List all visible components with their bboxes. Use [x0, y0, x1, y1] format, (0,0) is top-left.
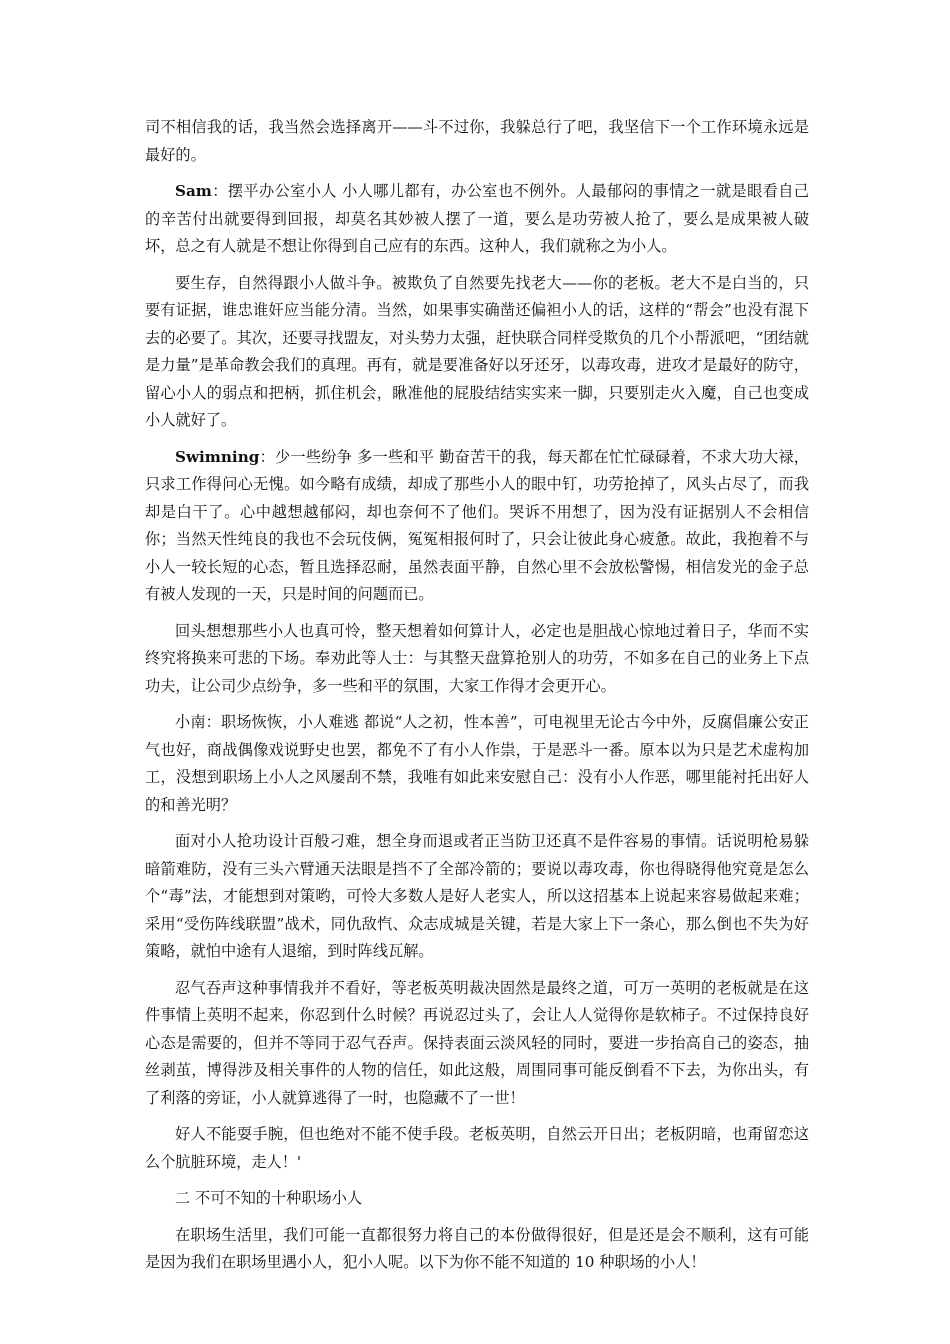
paragraph-3: [145, 270, 809, 435]
paragraph-8: [145, 975, 809, 1113]
paragraph-text: ：摆平办公室小人 小人哪儿都有，办公室也不例外。人最郁闷的事情之一就是眼看自己的辛苦付出就要得到回报，却莫名其妙被人摆了一道，要么是功劳被人抢了，要么是成果被人破坏，总之有人就是不想让你得到自己应有的东西。这种人，我们就称之为小人。: [145, 182, 809, 255]
speaker-sam: Sam: [175, 182, 212, 200]
paragraph-1: [145, 114, 809, 169]
paragraph-text: 要生存，自然得跟小人做斗争。被欺负了自然要先找老大——你的老板。老大不是白当的，只要有证据，谁忠谁奸应当能分清。当然，如果事实确凿还偏袒小人的话，这样的“帮会”也没有混下去的必要了。其次，还要寻找盟友，对头势力太强，赶快联合同样受欺负的几个小帮派吧，“团结就是力量”是革命教会我们的真理。再有，就是要准备好以牙还牙，以毒攻毒，进攻才是最好的防守，留心小人的弱点和把柄，抓住机会，瞅准他的屁股结结实实来一脚，只要别走火入魔，自己也变成小人就好了。: [145, 273, 809, 429]
paragraph-text: 回头想想那些小人也真可怜，整天想着如何算计人，必定也是胆战心惊地过着日子，华而不实终究将换来可悲的下场。奉劝此等人士：与其整天盘算抢别人的功劳，不如多在自己的业务上下点功夫，让公司少点纷争，多一些和平的氛围，大家工作得才会更开心。: [145, 621, 809, 695]
paragraph-text: ：少一些纷争 多一些和平 勤奋苦干的我，每天都在忙忙碌碌着，不求大功大禄，只求工作得问心无愧。如今略有成绩，却成了那些小人的眼中钉，功劳抢掉了，风头占尽了，而我却是白干了。心中越想越郁闷，却也奈何不了他们。哭诉不用想了，因为没有证据别人不会相信你；当然天性纯良的我也不会玩伎俩，冤冤相报何时了，只会让彼此身心疲惫。故此，我抱着不与小人一较长短的心态，暂且选择忍耐，虽然表面平静，自然心里不会放松警惕，相信发光的金子总有被人发现的一天，只是时间的问题而已。: [145, 447, 809, 603]
paragraph-swimning: [145, 444, 809, 609]
paragraph-sam: [145, 178, 809, 261]
closing-paragraph: 在职场生活里，我们可能一直都很努力将自己的本份做得很好，但是还是会不顺利，这有可能是因为我们在职场里遇小人，犯小人呢。以下为你不能不知道的 10 种职场的小人！: [145, 1225, 809, 1271]
section-heading: 二 不可不知的十种职场小人: [175, 1189, 363, 1207]
paragraph-5: [145, 618, 809, 701]
paragraph-text: 小南：职场恢恢，小人难逃 都说“人之初，性本善”，可电视里无论古今中外，反腐倡廉公安正气也好，商战偶像戏说野史也罢，都免不了有小人作祟，于是恶斗一番。原本以为只是艺术虚构加工，没想到职场上小人之风屡刮不禁，我唯有如此来安慰自己：没有小人作恶，哪里能衬托出好人的和善光明？: [145, 713, 809, 814]
paragraph-text: 面对小人抢功设计百般刁难，想全身而退或者正当防卫还真不是件容易的事情。话说明枪易躲暗箭难防，没有三头六臂通天法眼是挡不了全部冷箭的；要说以毒攻毒，你也得晓得他究竟是怎么个“毒”法，才能想到对策哟，可怜大多数人是好人老实人，所以这招基本上说起来容易做起来难；采用“受伤阵线联盟”战术，同仇敌忾、众志成城是关键，若是大家上下一条心，那么倒也不失为好策略，就怕中途有人退缩，到时阵线瓦解。: [145, 832, 809, 960]
paragraph-text: 司不相信我的话，我当然会选择离开——斗不过你，我躲总行了吧，我坚信下一个工作环境永远是最好的。: [145, 118, 809, 164]
paragraph-7: [145, 828, 809, 966]
paragraph-9: [145, 1121, 809, 1176]
paragraph-xiaonan: [145, 709, 809, 819]
paragraph-text: 忍气吞声这种事情我并不看好，等老板英明裁决固然是最终之道，可万一英明的老板就是在这件事情上英明不起来，你忍到什么时候？再说忍过头了，会让人人觉得你是软柿子。不过保持良好心态是需要的，但并不等同于忍气吞声。保持表面云淡风轻的同时，要进一步抬高自己的姿态，抽丝剥茧，博得涉及相关事件的人物的信任，如此这般，周围同事可能反倒看不下去，为你出头，有了利落的旁证，小人就算逃得了一时，也隐藏不了一世！: [145, 978, 809, 1107]
document-body: [145, 114, 809, 1286]
speaker-swimning: Swimning: [175, 447, 260, 466]
paragraph-text: 好人不能耍手腕，但也绝对不能不使手段。老板英明，自然云开日出；老板阴暗，也甭留恋这么个肮脏环境，走人！': [145, 1125, 809, 1171]
